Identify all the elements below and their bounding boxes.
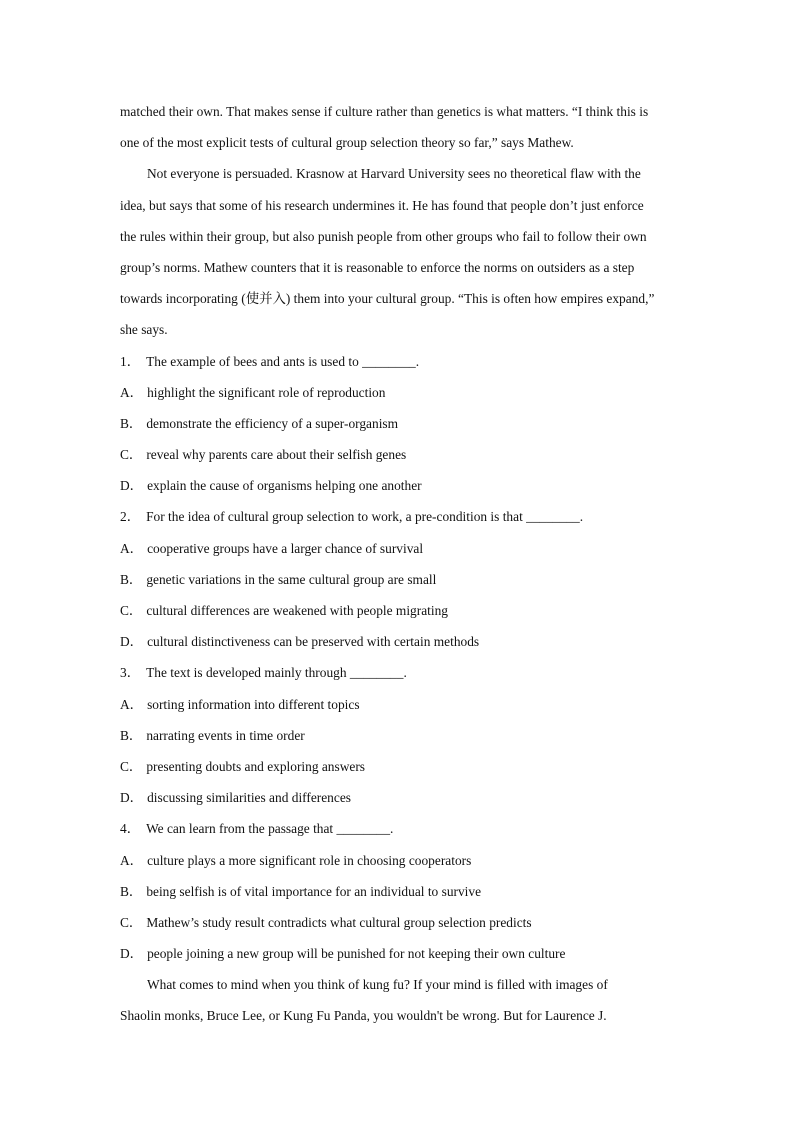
question-text: The example of bees and ants is used to ________. xyxy=(146,353,420,369)
option-text: Mathew’s study result contradicts what cultural group selection predicts xyxy=(146,914,532,930)
question-stem xyxy=(120,662,680,693)
question-3 xyxy=(120,662,680,818)
option-letter: B． xyxy=(120,883,143,899)
option-text: cooperative groups have a larger chance of survival xyxy=(147,540,424,556)
option-letter: C． xyxy=(120,603,143,618)
option-letter: D． xyxy=(120,478,144,494)
text-line: What comes to mind when you think of kung fu? If your mind is filled with images of xyxy=(147,977,608,993)
option-text: people joining a new group will be punished for not keeping their own culture xyxy=(147,946,566,962)
question-stem xyxy=(120,506,680,537)
answer-option xyxy=(120,850,680,881)
question-stem xyxy=(120,351,680,382)
answer-option xyxy=(120,943,680,974)
option-letter: B． xyxy=(120,571,143,587)
question-4 xyxy=(120,818,680,974)
text-line: Not everyone is persuaded. Krasnow at Harvard University sees no theoretical flaw with the xyxy=(147,166,641,182)
text-line: one of the most explicit tests of cultural group selection theory so far,” says Mathew. xyxy=(120,135,574,151)
question-text: For the idea of cultural group selection to work, a pre-condition is that ________. xyxy=(146,509,584,525)
option-letter: C． xyxy=(120,758,143,774)
option-letter: A． xyxy=(120,384,144,400)
answer-option xyxy=(120,881,680,912)
option-letter: D． xyxy=(120,634,144,650)
option-letter: A． xyxy=(120,852,144,868)
option-text: culture plays a more significant role in choosing cooperators xyxy=(147,852,472,868)
text-line: group’s norms. Mathew counters that it is reasonable to enforce the norms on outsiders as a step xyxy=(120,259,635,275)
option-text: highlight the significant role of reproduction xyxy=(147,384,386,400)
question-2 xyxy=(120,506,680,662)
answer-option xyxy=(120,538,680,569)
option-text: cultural distinctiveness can be preserved with certain methods xyxy=(147,634,480,650)
question-number: 1． xyxy=(120,353,141,369)
question-stem xyxy=(120,818,680,849)
passage-continuation xyxy=(120,101,680,163)
option-text: genetic variations in the same cultural group are small xyxy=(146,571,437,587)
answer-option xyxy=(120,694,680,725)
answer-option xyxy=(120,600,680,631)
option-letter: C． xyxy=(120,914,143,930)
question-number: 4． xyxy=(120,821,141,837)
question-text: We can learn from the passage that ________. xyxy=(146,821,394,837)
option-letter: A． xyxy=(120,540,144,556)
option-letter: D． xyxy=(120,790,144,806)
answer-option xyxy=(120,756,680,787)
answer-option xyxy=(120,444,680,475)
answer-option xyxy=(120,382,680,413)
option-text: reveal why parents care about their selfish genes xyxy=(146,447,407,463)
option-letter: C． xyxy=(120,447,143,463)
answer-option xyxy=(120,725,680,756)
text-line: the rules within their group, but also punish people from other groups who fail to follow their own xyxy=(120,228,647,244)
paragraph xyxy=(120,163,680,350)
option-text: explain the cause of organisms helping one another xyxy=(147,478,422,494)
option-text: cultural differences are weakened with people migrating xyxy=(146,603,448,618)
next-passage xyxy=(120,974,680,1036)
option-text: sorting information into different topics xyxy=(147,696,360,712)
option-letter: B． xyxy=(120,727,143,743)
text-line: matched their own. That makes sense if culture rather than genetics is what matters. “I think this is xyxy=(120,104,649,119)
question-number: 3． xyxy=(120,665,141,681)
answer-option xyxy=(120,475,680,506)
option-text: demonstrate the efficiency of a super-organism xyxy=(146,415,399,431)
question-text: The text is developed mainly through ________. xyxy=(146,665,407,681)
answer-option xyxy=(120,787,680,818)
option-text: being selfish is of vital importance for an individual to survive xyxy=(146,883,482,899)
question-1 xyxy=(120,351,680,507)
answer-option xyxy=(120,912,680,943)
document-page xyxy=(120,101,680,1037)
answer-option xyxy=(120,631,680,662)
text-line: idea, but says that some of his research undermines it. He has found that people don’t just enforce xyxy=(120,197,644,213)
option-letter: D． xyxy=(120,946,144,962)
option-letter: B． xyxy=(120,415,143,431)
option-text: discussing similarities and differences xyxy=(147,790,351,806)
text-line: she says. xyxy=(120,322,168,338)
option-letter: A． xyxy=(120,696,144,712)
text-line: towards incorporating (使并入) them into your cultural group. “This is often how empires expand,” xyxy=(120,291,655,307)
answer-option xyxy=(120,413,680,444)
option-text: narrating events in time order xyxy=(146,727,305,743)
option-text: presenting doubts and exploring answers xyxy=(146,758,365,774)
text-line: Shaolin monks, Bruce Lee, or Kung Fu Panda, you wouldn't be wrong. But for Laurence J. xyxy=(120,1008,607,1024)
answer-option xyxy=(120,569,680,600)
question-number: 2． xyxy=(120,509,141,525)
